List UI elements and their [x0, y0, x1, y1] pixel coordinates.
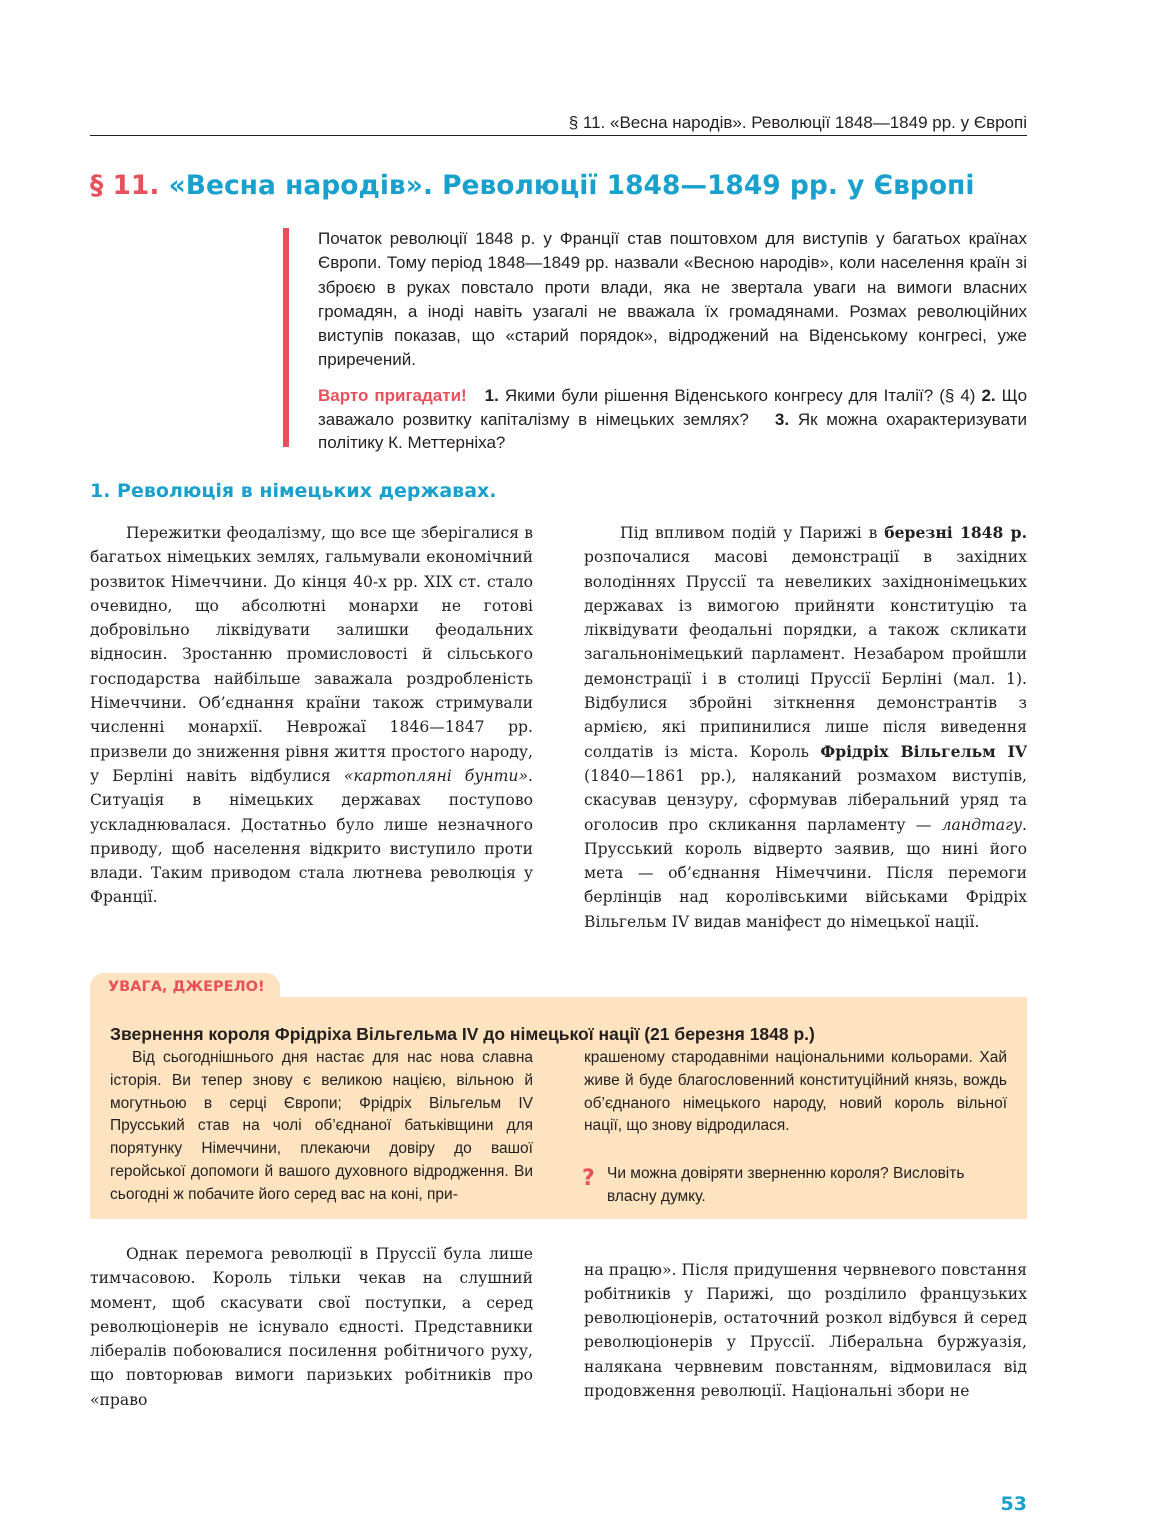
- section1-left-paragraph: [90, 521, 533, 910]
- text-run: . Ситуація в німецьких державах поступово ускладнювалася. Достатньо було лише незначного приводу, щоб населення відкрито виступило проти влади. Таким приводом стала лютнева революція у Франції.: [90, 766, 533, 907]
- source-left-text: Від сьогоднішнього дня настає для нас нова славна історія. Ви тепер знову є великою нацією, вільною й могутньою в серці Європи; Фрідріх Вільгельм IV Прусський став на чолі об’єднаної батьківщини для порятунку Німеччини, плекаючи довіру до вашої геройської допомоги й вашого духовного відродження. Ви сьогодні ж побачите його серед вас на коні, при-: [110, 1049, 533, 1203]
- text-run: Пережитки феодалізму, що все ще зберігалися в багатьох німецьких землях, гальмували економічний розвиток Німеччини. До кінця 40-х рр. XIX ст. стало очевидно, що абсолютні монархи не готові добровільно ліквідувати залишки феодальних відносин. Зростанню промисловості й сільського господарства найбільше заважала роздробленість Німеччини. Об’єднання країни також стримували численні монархії. Неврожаї 1846—1847 рр. призвели до зниження рівня життя простого народу, у Берліні навіть відбулися: [90, 524, 533, 785]
- italic-term: ландтагу: [941, 815, 1023, 834]
- running-head: § 11. «Весна народів». Революції 1848—1849 рр. у Європі: [568, 113, 1027, 132]
- bold-term: Фрідріх Вільгельм IV: [820, 741, 1027, 761]
- recall-label: Варто пригадати!: [318, 386, 467, 405]
- source-right-column: [584, 1047, 1007, 1138]
- source-left-column: [110, 1047, 533, 1207]
- paragraph-number: § 11.: [90, 170, 160, 201]
- section-heading: 1. Революція в німецьких державах.: [90, 480, 497, 502]
- header-divider: [90, 135, 1027, 136]
- bold-term: березні 1848 р.: [884, 523, 1027, 542]
- section1-right-paragraph: [584, 521, 1027, 934]
- recall-q1: Якими були рішення Віденського конгресу для Італії? (§ 4): [504, 386, 976, 405]
- recall-q3-number: 3.: [774, 409, 790, 429]
- recall-block: [318, 384, 1027, 455]
- recall-q2-number: 2.: [981, 386, 996, 405]
- section1-left-column: [90, 521, 533, 910]
- section2-right-paragraph: на працю». Після придушення червневого повстання робітників у Парижі, що розділило французьких революціонерів, остаточний розкол відбувся й серед революціонерів у Пруссії. Ліберальна буржуазія, налякана червневим повстанням, відмовилася від продовження революції. Національні збори не: [584, 1260, 1027, 1401]
- recall-q2: Що заважало розвитку капіталізму в німецьких землях?: [318, 386, 1028, 429]
- italic-term: «картопляні бунти»: [343, 766, 529, 785]
- section2-left-paragraph: Однак перемога революції в Пруссії була лише тимчасовою. Король тільки чекав на слушний момент, щоб скасувати свої поступки, а серед революціонерів не існувало єдності. Представники лібералів побоювалися посилення робітничого руху, що повторював вимоги паризьких робітників про «право: [90, 1245, 533, 1409]
- recall-q3: Як можна охарактеризувати політику К. Меттерніха?: [318, 409, 1027, 452]
- text-run: . Прусський король відверто заявив, що нині його мета — об’єднання Німеччини. Після перемоги берлінців над королівськими військами Фрідріх Вільгельм IV видав маніфест до німецької нації.: [584, 815, 1027, 931]
- page-title: [90, 166, 1050, 206]
- intro-accent-bar: [283, 228, 289, 447]
- paragraph-title: «Весна народів». Революції 1848—1849 рр. у Європі: [168, 170, 975, 201]
- source-title: Звернення короля Фрідріха Вільгельма IV до німецької нації (21 березня 1848 р.): [110, 1024, 815, 1044]
- text-run: розпочалися масові демонстрації в західних володіннях Пруссії та невеликих західнонімецьких державах із вимогою прийняти конституцію та ліквідувати феодальні порядки, а також скликати загальнонімецький парламент. Незабаром пройшли демонстрації і в столиці Пруссії Берліні (мал. 1). Відбулися збройні зіткнення демонстрантів з армією, які припинилися лише після виведення солдатів із міста. Король: [584, 548, 1027, 761]
- page-number: 53: [1000, 1493, 1027, 1515]
- source-right-text: крашеному стародавніми національними кольорами. Хай живе й буде благословенний конституційний князь, вождь об’єднаного німецького народу, новий король вільної нації, що знову відродилася.: [584, 1049, 1007, 1135]
- intro-text: Початок революції 1848 р. у Франції став поштовхом для виступів у багатьох країнах Європи. Тому період 1848—1849 рр. назвали «Весною народів», коли населення країн зі зброєю в руках повстало проти влади, яка не звертала уваги на вимоги власних громадян, а іноді навіть узагалі не вважала їх громадянами. Розмах революційних виступів показав, що «старий порядок», відроджений на Віденському конгресі, уже приречений.: [318, 229, 1027, 370]
- question-mark-icon: ?: [582, 1166, 595, 1191]
- source-question: Чи можна довіряти зверненню короля? Висловіть власну думку.: [607, 1165, 965, 1205]
- section1-right-column: [584, 521, 1027, 934]
- section2-left-column: [90, 1242, 533, 1412]
- source-tab-label: УВАГА, ДЖЕРЕЛО!: [108, 979, 265, 995]
- text-run: (1840—1861 рр.), наляканий розмахом виступів, скасував цензуру, сформував ліберальний уряд та оголосив про скликання парламенту —: [584, 766, 1027, 834]
- recall-q1-number: 1.: [484, 386, 499, 405]
- text-run: Під впливом подій у Парижі в: [620, 524, 878, 542]
- section2-right-column: [584, 1242, 1027, 1419]
